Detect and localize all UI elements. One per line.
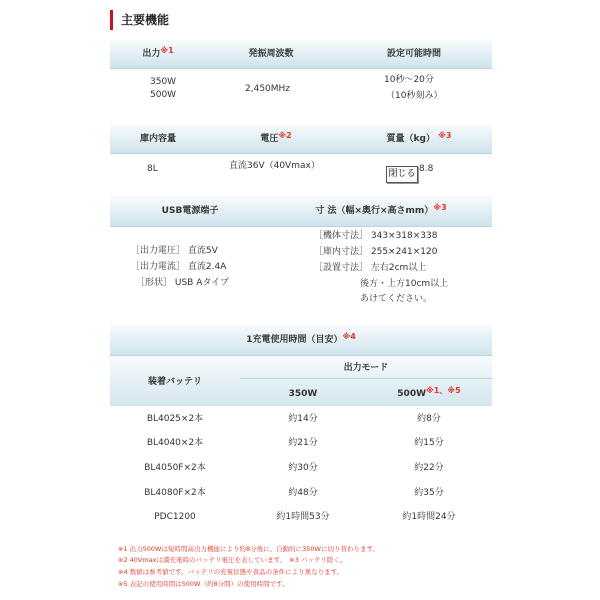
header-voltage: 電圧※2	[260, 131, 292, 144]
output-500: 500W	[150, 90, 177, 100]
footnote-3: ※4 数値は参考値です。バッテリの充電状態や食品の条件により異なります。	[118, 568, 344, 576]
table2-header	[110, 125, 492, 154]
time-range: 10秒～20分	[384, 75, 434, 85]
runtime-350-row-3: 約30分	[288, 463, 318, 473]
dim-install-rear: 後方・上方10cm以上	[360, 279, 449, 289]
capacity-value: 8L	[147, 164, 158, 174]
footnote-4: ※5 表記の使用時間は500W（約8分間）の使用時間です。	[118, 580, 289, 588]
header-time: 設定可能時間	[386, 49, 441, 59]
dim-inner: ［庫内寸法］ 255×241×120	[314, 247, 438, 257]
footnote-2: ※2 40Vmaxは満充電時のバッテリ電圧を表しています。 ※3 バッテリ除く。	[118, 556, 347, 564]
runtime-500-row-2: 約15分	[414, 438, 444, 448]
runtime-500-row-4: 約35分	[414, 488, 444, 498]
subheader-divider	[240, 378, 492, 379]
header-500w: 500W※1、※5	[397, 386, 461, 399]
mass-value: 8.8	[419, 164, 434, 174]
header-frequency: 発振周波数	[248, 49, 294, 59]
header-mass: 質量（kg） ※3	[386, 131, 452, 144]
output-350: 350W	[150, 77, 177, 87]
runtime-title: 1充電使用時間（目安）※4	[246, 332, 356, 345]
usb-current: ［出力電流］ 直流2.4A	[131, 262, 227, 272]
voltage-value: 直流36V（40Vmax）	[229, 161, 320, 171]
runtime-500-row-5: 約1時間24分	[402, 512, 456, 522]
table1-header	[110, 40, 492, 69]
runtime-350-row-1: 約14分	[288, 414, 318, 424]
header-output-mode: 出力モード	[343, 363, 389, 373]
battery-row-2: BL4040×2本	[146, 438, 204, 448]
heading-accent-bar	[110, 10, 113, 30]
header-capacity: 庫内容量	[139, 134, 176, 144]
usb-voltage: ［出力電圧］ 直流5V	[131, 246, 218, 256]
battery-row-4: BL4080F×2本	[144, 488, 206, 498]
section-heading: 主要機能	[121, 13, 170, 27]
dim-body: ［機体寸法］ 343×318×338	[314, 231, 438, 241]
table3-header	[110, 196, 492, 227]
runtime-350-row-4: 約48分	[288, 488, 318, 498]
battery-row-5: PDC1200	[154, 512, 196, 522]
usb-shape: ［形状］ USB Aタイプ	[136, 278, 229, 288]
header-usb: USB電源端子	[161, 206, 219, 216]
runtime-350-row-2: 約21分	[288, 438, 318, 448]
runtime-350-row-5: 約1時間53分	[276, 512, 330, 522]
dim-install-note: あけてください。	[360, 294, 433, 304]
header-350w: 350W	[288, 389, 318, 399]
runtime-500-row-3: 約22分	[414, 463, 444, 473]
header-battery: 装着バッテリ	[147, 377, 202, 387]
time-step: （10秒刻み）	[386, 91, 443, 101]
close-button[interactable]: 閉じる	[386, 166, 418, 183]
battery-row-3: BL4050F×2本	[144, 463, 206, 473]
header-output: 出力※1	[142, 46, 174, 59]
footnote-1: ※1 出力500Wは短時間高出力機能により約8分後に、自動的に350Wに切り替わります。	[118, 545, 379, 553]
battery-row-1: BL4025×2本	[146, 414, 204, 424]
table4-title-bar	[110, 325, 492, 356]
frequency-value: 2,450MHz	[245, 84, 291, 94]
header-dimensions: 寸 法（幅×奥行×高さmm）※3	[315, 203, 447, 216]
dim-install: ［設置寸法］ 左右2cm以上	[314, 263, 427, 273]
runtime-500-row-1: 約8分	[417, 414, 441, 424]
